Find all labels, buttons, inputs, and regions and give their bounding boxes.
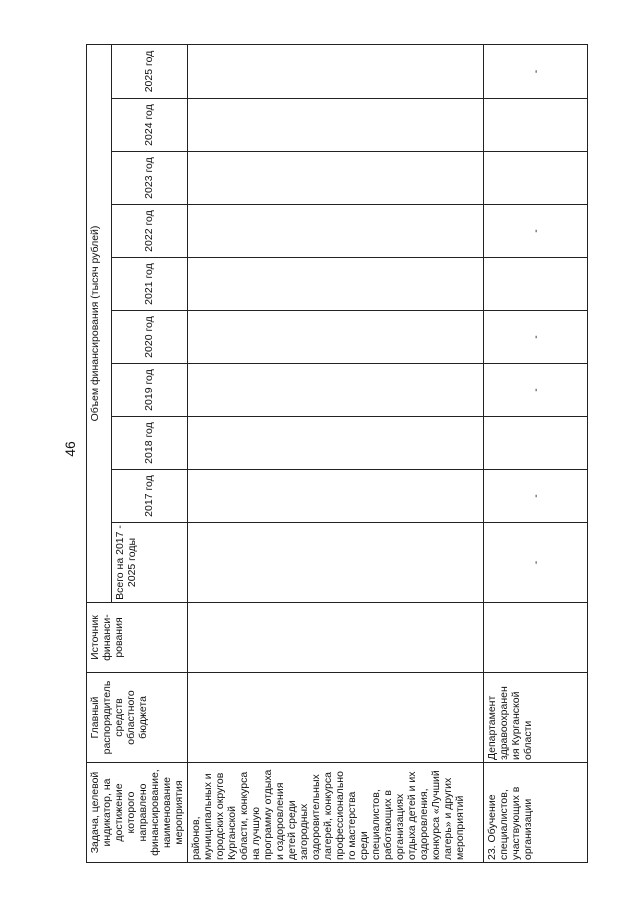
row1-y2019 bbox=[188, 364, 484, 417]
header-year-2021: 2021 год bbox=[111, 258, 187, 311]
header-year-2024: 2024 год bbox=[111, 99, 187, 152]
page-number: 46 bbox=[62, 441, 78, 457]
row2-y2018 bbox=[484, 417, 588, 470]
row1-y2024 bbox=[188, 99, 484, 152]
row2-y2021 bbox=[484, 258, 588, 311]
header-year-2020: 2020 год bbox=[111, 311, 187, 364]
header-total: Всего на 2017 - 2025 годы bbox=[111, 523, 187, 603]
row1-total bbox=[188, 523, 484, 603]
row2-y2017: - bbox=[484, 470, 588, 523]
header-year-2022: 2022 год bbox=[111, 205, 187, 258]
header-year-2017: 2017 год bbox=[111, 470, 187, 523]
financing-table bbox=[86, 44, 588, 863]
row2-y2024 bbox=[484, 99, 588, 152]
row2-source bbox=[484, 603, 588, 673]
row1-y2023 bbox=[188, 152, 484, 205]
header-task: Задача, целевой индикатор, на достижение которого направлено финансирование, наименование мероприятия bbox=[87, 763, 188, 863]
header-year-2025: 2025 год bbox=[111, 44, 187, 98]
row2-manager: Департамент здравоохранен ия Курганской области bbox=[484, 673, 588, 763]
row1-task: районов, муниципальных и городских округов Курганской области, конкурса на лучшую программу отдыха и оздоровления детей среди загородных оздоровительных лагерей, конкурса профессионально го мастерства среди специалистов, работающих в организациях отдыха детей и их оздоровления, конкурса «Лучший лагерь» и других мероприятий bbox=[188, 763, 484, 863]
rotated-table-container bbox=[86, 50, 559, 863]
row1-manager bbox=[188, 673, 484, 763]
row2-y2023 bbox=[484, 152, 588, 205]
row2-y2020: - bbox=[484, 311, 588, 364]
row1-y2021 bbox=[188, 258, 484, 311]
table-row bbox=[484, 44, 588, 862]
row1-y2017 bbox=[188, 470, 484, 523]
row1-y2018 bbox=[188, 417, 484, 470]
header-year-2023: 2023 год bbox=[111, 152, 187, 205]
header-volume: Объем финансирования (тысяч рублей) bbox=[87, 44, 112, 602]
row2-task: 23. Обучение специалистов, участвующих в организации bbox=[484, 763, 588, 863]
row2-y2019: - bbox=[484, 364, 588, 417]
row2-y2022: - bbox=[484, 205, 588, 258]
row2-y2025: - bbox=[484, 44, 588, 98]
header-year-2019: 2019 год bbox=[111, 364, 187, 417]
row1-y2022 bbox=[188, 205, 484, 258]
header-row-1 bbox=[87, 44, 112, 862]
header-source: Источник финанси-рования bbox=[87, 603, 188, 673]
header-manager: Главный распорядитель средств областного бюджета bbox=[87, 673, 188, 763]
row1-y2020 bbox=[188, 311, 484, 364]
header-year-2018: 2018 год bbox=[111, 417, 187, 470]
row1-y2025 bbox=[188, 44, 484, 98]
row2-total: - bbox=[484, 523, 588, 603]
row1-source bbox=[188, 603, 484, 673]
table-row bbox=[188, 44, 484, 862]
